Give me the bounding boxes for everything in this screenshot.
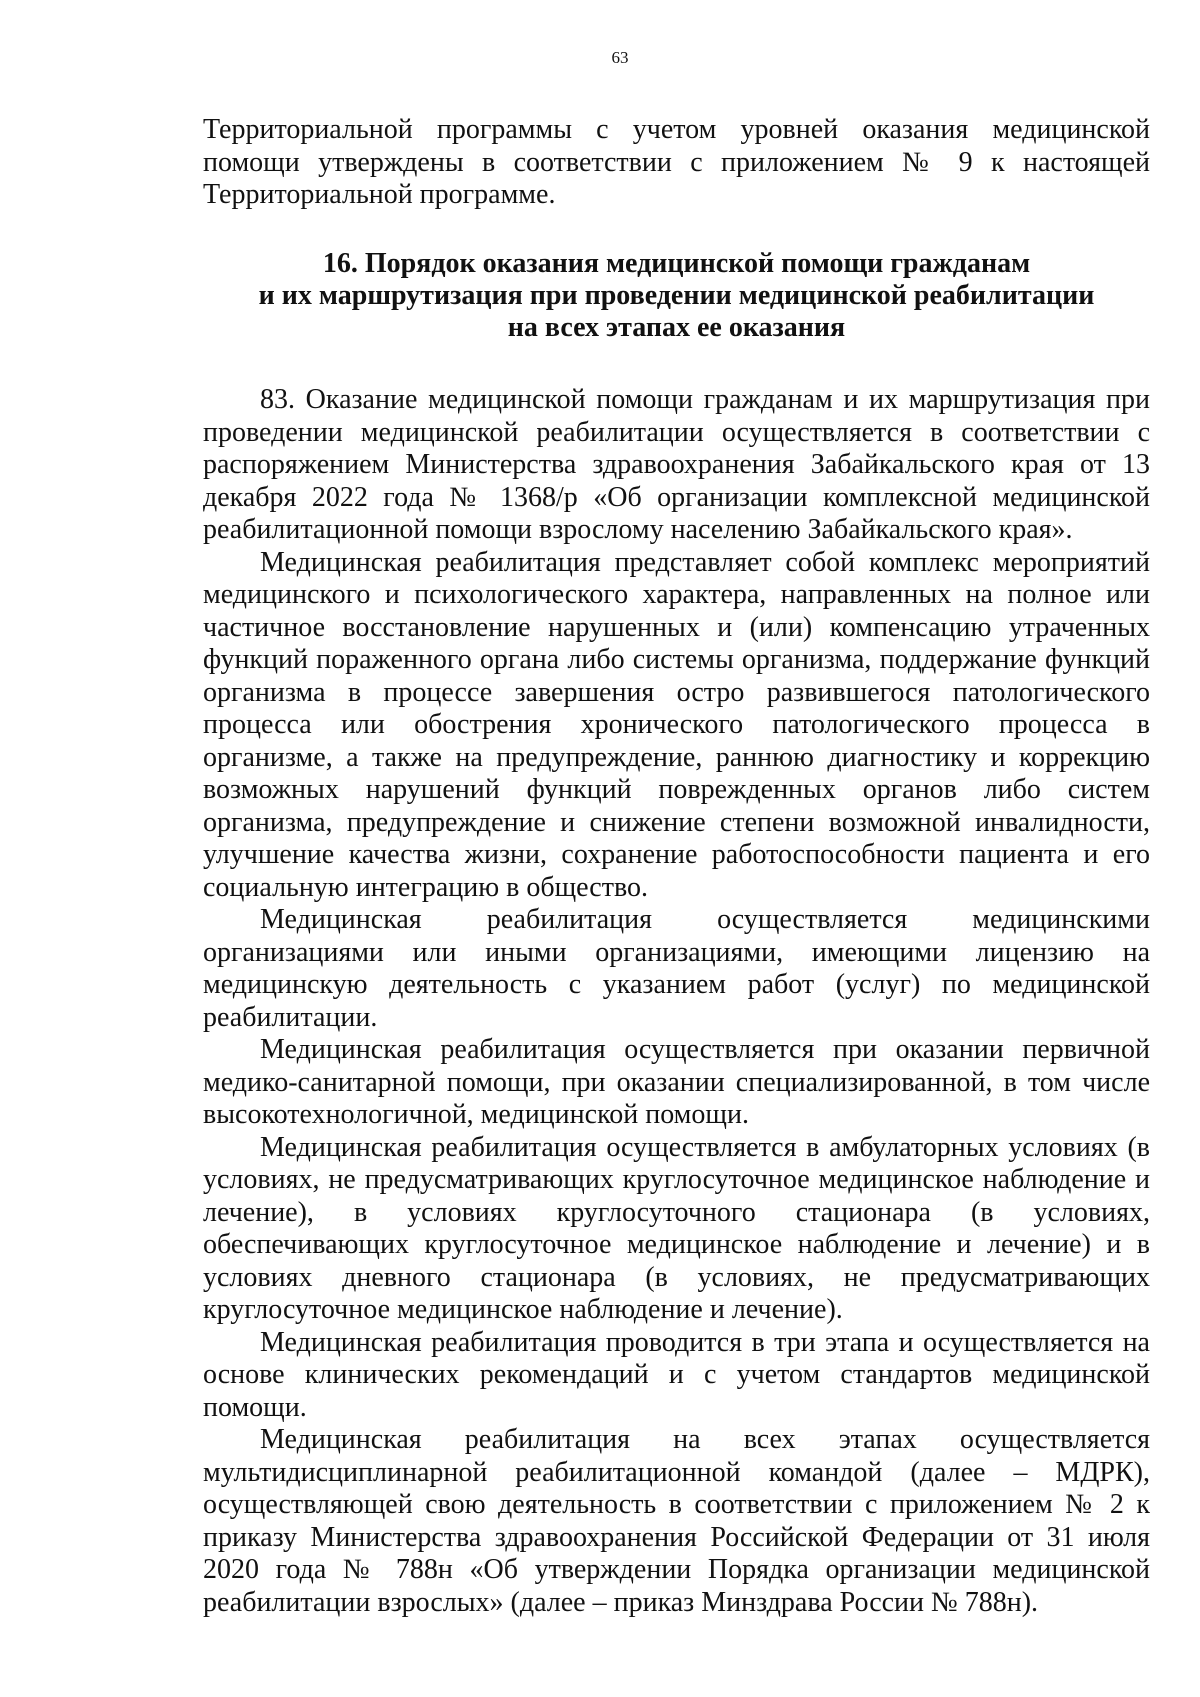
intro-paragraph: Территориальной программы с учетом уровней оказания медицинской помощи утверждены в соответствии с приложением № 9 к настоящей Территориальной программе. — [203, 114, 1150, 210]
paragraph-rehab-conditions: Медицинская реабилитация осуществляется в амбулаторных условиях (в условиях, не предусматривающих круглосуточное медицинское наблюдение и лечение), в условиях круглосуточного стационара (в условиях, обеспечивающих круглосуточное медицинское наблюдение и лечение) и в условиях дневного стационара (в условиях, не предусматривающих круглосуточное медицинское наблюдение и лечение). — [203, 1131, 1150, 1325]
page-number: 63 — [611, 48, 629, 67]
paragraph-83: 83. Оказание медицинской помощи гражданам и их маршрутизация при проведении медицинской реабилитации осуществляется в соответствии с распоряжением Министерства здравоохранения Забайкальского края от 13 декабря 2022 года № 1368/р «Об организации комплексной медицинской реабилитационной помощи взрослому населению Забайкальского края». — [203, 384, 1150, 545]
paragraph-rehab-definition: Медицинская реабилитация представляет собой комплекс мероприятий медицинского и психологического характера, направленных на полное или частичное восстановление нарушенных и (или) компенсацию утраченных функций пораженного органа либо системы организма, поддержание функций организма в процессе завершения остро развившегося патологического процесса или обострения хронического патологического процесса в организме, а также на предупреждение, раннюю диагностику и коррекцию возможных нарушений функций поврежденных органов либо систем организма, предупреждение и снижение степени возможной инвалидности, улучшение качества жизни, сохранение работоспособности пациента и его социальную интеграцию в общество. — [203, 546, 1150, 903]
section-heading-line-3: на всех этапах ее оказания — [507, 312, 846, 343]
paragraph-rehab-stages: Медицинская реабилитация проводится в три этапа и осуществляется на основе клинических рекомендаций и с учетом стандартов медицинской помощи. — [203, 1326, 1150, 1423]
section-heading-line-2: и их маршрутизация при проведении медицинской реабилитации — [258, 280, 1095, 311]
section-body — [203, 384, 1150, 1619]
section-heading — [203, 248, 1150, 344]
paragraph-rehab-organizations: Медицинская реабилитация осуществляется медицинскими организациями или иными организациями, имеющими лицензию на медицинскую деятельность с указанием работ (услуг) по медицинской реабилитации. — [203, 904, 1150, 1033]
section-heading-line-1: 16. Порядок оказания медицинской помощи гражданам — [322, 248, 1031, 279]
paragraph-rehab-care-types: Медицинская реабилитация осуществляется при оказании первичной медико-санитарной помощи, при оказании специализированной, в том числе высокотехнологичной, медицинской помощи. — [203, 1034, 1150, 1130]
paragraph-rehab-mdrk: Медицинская реабилитация на всех этапах осуществляется мультидисциплинарной реабилитационной командой (далее – МДРК), осуществляющей свою деятельность в соответствии с приложением № 2 к приказу Министерства здравоохранения Российской Федерации от 31 июля 2020 года № 788н «Об утверждении Порядка организации медицинской реабилитации взрослых» (далее – приказ Минздрава России № 788н). — [203, 1424, 1150, 1618]
